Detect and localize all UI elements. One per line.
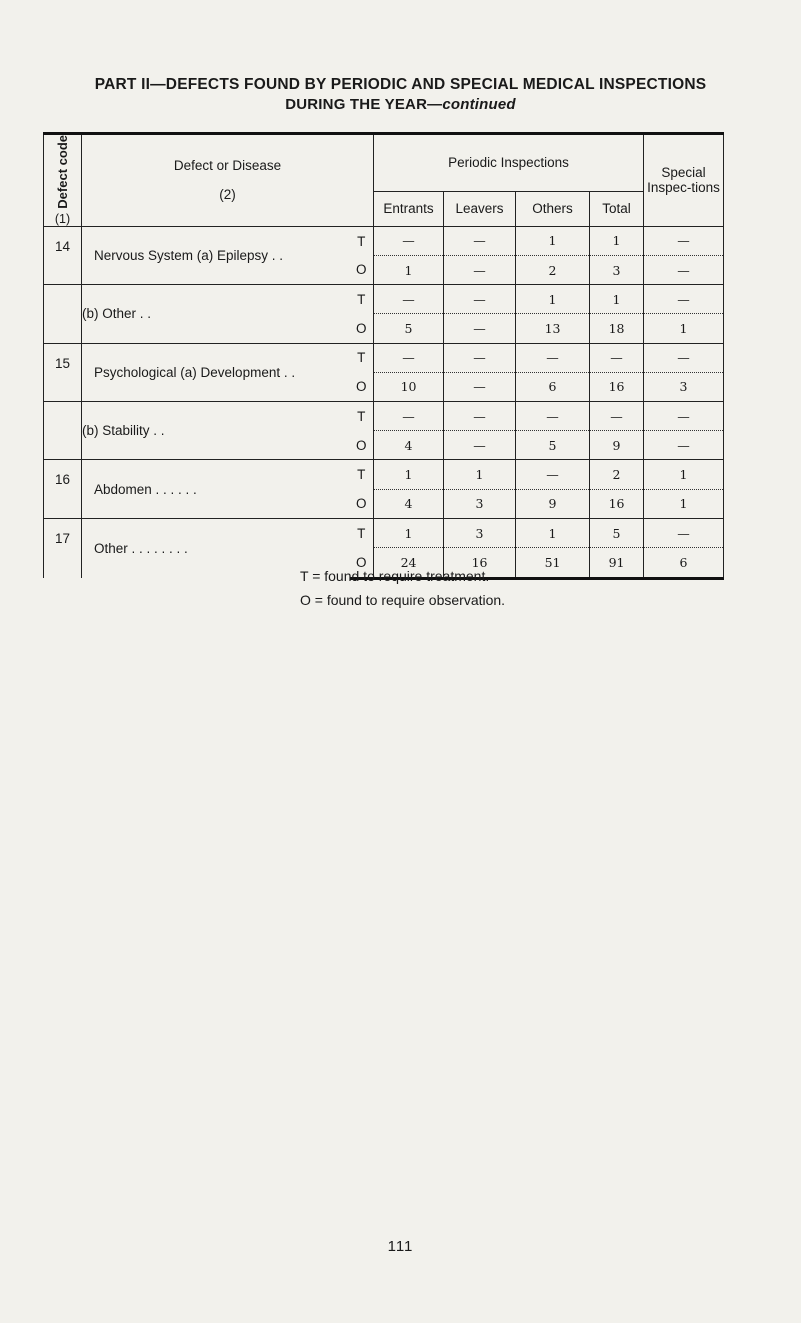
table-cell: — xyxy=(644,226,724,255)
table-cell: 1 xyxy=(644,489,724,518)
page-title: PART II—DEFECTS FOUND BY PERIODIC AND SPECIAL MEDICAL INSPECTIONS xyxy=(94,76,707,93)
table-cell: 1 xyxy=(516,518,590,547)
table-cell: 6 xyxy=(516,372,590,401)
treatment-marker: T xyxy=(350,402,374,431)
defects-table xyxy=(43,132,724,580)
others-header: Others xyxy=(516,191,590,226)
treatment-marker: T xyxy=(350,460,374,489)
table-cell: 24 xyxy=(374,548,444,579)
table-cell: 51 xyxy=(516,548,590,579)
table-cell: 10 xyxy=(374,372,444,401)
table-body xyxy=(44,226,724,578)
observation-marker: O xyxy=(350,372,374,401)
table-cell: 2 xyxy=(516,255,590,284)
defect-disease-label: Defect or Disease xyxy=(173,158,282,174)
table-cell: 16 xyxy=(590,489,644,518)
table-cell: 4 xyxy=(374,489,444,518)
table-cell: — xyxy=(374,343,444,372)
col2-number: (2) xyxy=(219,187,236,203)
table-cell: — xyxy=(444,255,516,284)
table-cell: 16 xyxy=(444,548,516,579)
table-cell: 1 xyxy=(590,226,644,255)
table-cell: — xyxy=(374,402,444,431)
table-cell: — xyxy=(644,255,724,284)
defect-code: 14 xyxy=(44,226,82,284)
defect-code-header xyxy=(44,134,82,227)
observation-marker: O xyxy=(350,489,374,518)
table-cell: 1 xyxy=(374,255,444,284)
defect-name: Other . . . . . . . . xyxy=(82,518,350,578)
total-header: Total xyxy=(590,191,644,226)
table-cell: — xyxy=(444,285,516,314)
special-inspections-header: Special Inspec-tions xyxy=(644,134,724,227)
observation-marker: O xyxy=(350,314,374,343)
defect-name: (b) Other . . xyxy=(82,285,350,343)
table-cell: 3 xyxy=(644,372,724,401)
table-cell: — xyxy=(516,460,590,489)
table-cell: 5 xyxy=(516,431,590,460)
table-cell: 3 xyxy=(444,518,516,547)
defect-code xyxy=(44,402,82,460)
table-cell: — xyxy=(516,402,590,431)
table-cell: 1 xyxy=(590,285,644,314)
table-cell: 16 xyxy=(590,372,644,401)
table-cell: 5 xyxy=(374,314,444,343)
table-cell: — xyxy=(444,343,516,372)
periodic-inspections-header: Periodic Inspections xyxy=(374,134,644,192)
table-cell: 9 xyxy=(516,489,590,518)
table-cell: — xyxy=(444,402,516,431)
table-cell: 13 xyxy=(516,314,590,343)
table-row xyxy=(44,285,724,314)
table-cell: — xyxy=(590,402,644,431)
defect-name: (b) Stability . . xyxy=(82,402,350,460)
table-cell: — xyxy=(590,343,644,372)
treatment-marker: T xyxy=(350,285,374,314)
table-row xyxy=(44,402,724,431)
table-cell: 1 xyxy=(644,314,724,343)
table-cell: 1 xyxy=(516,226,590,255)
subtitle-italic: continued xyxy=(442,96,516,113)
treatment-marker: T xyxy=(350,518,374,547)
table-cell: 3 xyxy=(590,255,644,284)
legend-observation: O = found to require observation. xyxy=(300,592,506,608)
table-cell: 91 xyxy=(590,548,644,579)
defect-code: 17 xyxy=(44,518,82,578)
defect-disease-header xyxy=(82,134,374,227)
defect-name: Psychological (a) Development . . xyxy=(82,343,350,401)
leavers-header: Leavers xyxy=(444,191,516,226)
subtitle-text: DURING THE YEAR— xyxy=(285,96,443,113)
table-cell: 3 xyxy=(444,489,516,518)
table-cell: 6 xyxy=(644,548,724,579)
table-cell: 18 xyxy=(590,314,644,343)
legend-treatment: T = found to require treatment. xyxy=(300,568,490,584)
table-cell: 1 xyxy=(374,518,444,547)
observation-marker: O xyxy=(350,255,374,284)
table-cell: — xyxy=(374,226,444,255)
defect-code: 16 xyxy=(44,460,82,518)
table-cell: — xyxy=(516,343,590,372)
table-cell: — xyxy=(444,431,516,460)
defect-name: Nervous System (a) Epilepsy . . xyxy=(82,226,350,284)
table-cell: — xyxy=(644,285,724,314)
observation-marker: O xyxy=(350,548,374,579)
table-cell: — xyxy=(644,343,724,372)
table-row xyxy=(44,460,724,489)
table-cell: 2 xyxy=(590,460,644,489)
col1-number: (1) xyxy=(54,211,71,226)
table-row xyxy=(44,226,724,255)
table-row xyxy=(44,518,724,547)
page-number: 111 xyxy=(387,1238,414,1255)
table-cell: — xyxy=(444,372,516,401)
table-cell: — xyxy=(374,285,444,314)
table-cell: — xyxy=(444,226,516,255)
table-row xyxy=(44,343,724,372)
table-cell: 4 xyxy=(374,431,444,460)
table-cell: — xyxy=(644,518,724,547)
defect-code-label: Defect code xyxy=(55,135,70,209)
table-cell: 1 xyxy=(516,285,590,314)
page-subtitle xyxy=(0,96,801,113)
defect-name: Abdomen . . . . . . xyxy=(82,460,350,518)
table-cell: — xyxy=(644,402,724,431)
table-cell: 1 xyxy=(374,460,444,489)
table-cell: — xyxy=(444,314,516,343)
table-cell: — xyxy=(644,431,724,460)
entrants-header: Entrants xyxy=(374,191,444,226)
table-cell: 1 xyxy=(444,460,516,489)
table-cell: 9 xyxy=(590,431,644,460)
treatment-marker: T xyxy=(350,226,374,255)
table-cell: 1 xyxy=(644,460,724,489)
defect-code: 15 xyxy=(44,343,82,401)
observation-marker: O xyxy=(350,431,374,460)
defect-code xyxy=(44,285,82,343)
treatment-marker: T xyxy=(350,343,374,372)
table-cell: 5 xyxy=(590,518,644,547)
